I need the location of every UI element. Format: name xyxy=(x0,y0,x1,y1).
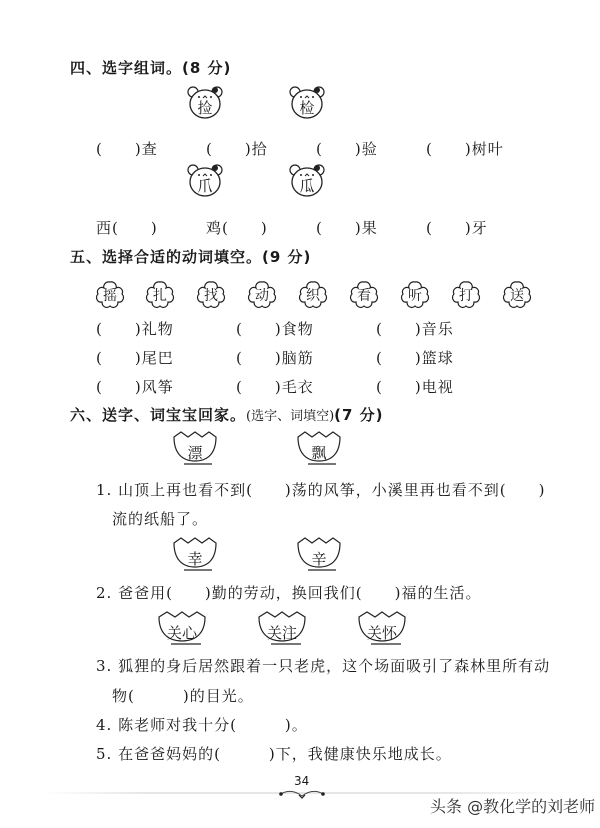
question-4[interactable]: 4. 陈老师对我十分( )。 xyxy=(96,716,308,734)
section6-title-note: (选字、词填空) xyxy=(246,409,335,424)
blank-item[interactable]: ( )毛衣 xyxy=(236,378,314,396)
option-bear-2 xyxy=(288,84,326,120)
blank-item[interactable]: ( )牙 xyxy=(426,219,488,237)
option-bear-3 xyxy=(186,162,224,198)
verb-option xyxy=(502,280,532,310)
verb-option xyxy=(196,280,226,310)
option-char: 幸 xyxy=(187,550,203,568)
section5-title: 五、选择合适的动词填空。(9 分) xyxy=(70,248,312,266)
question-5[interactable]: 5. 在爸爸妈妈的( )下，我健康快乐地成长。 xyxy=(96,745,452,763)
section4-title: 四、选字组词。(8 分) xyxy=(70,59,232,77)
verb-char: 扎 xyxy=(153,288,167,304)
option-bowl xyxy=(157,611,207,647)
page-ornament-icon xyxy=(278,786,326,800)
option-bowl xyxy=(357,611,407,647)
verb-char: 看 xyxy=(357,288,371,304)
verb-option xyxy=(349,280,379,310)
option-bowl xyxy=(296,537,342,573)
option-bear-1 xyxy=(186,84,224,120)
verb-char: 打 xyxy=(459,288,473,304)
blank-item[interactable]: 西( ) xyxy=(96,219,158,237)
verb-option xyxy=(400,280,430,310)
verb-char: 摇 xyxy=(103,288,117,304)
verb-option xyxy=(451,280,481,310)
option-char: 飘 xyxy=(311,444,327,462)
blank-item[interactable]: ( )拾 xyxy=(206,140,268,158)
verb-char: 找 xyxy=(204,288,218,304)
option-char: 瓜 xyxy=(299,177,315,195)
blank-item[interactable]: ( )篮球 xyxy=(376,349,454,367)
verb-option xyxy=(95,280,125,310)
watermark: 头条 @教化学的刘老师 xyxy=(430,797,596,816)
question-3-line1: 3. 狐狸的身后居然跟着一只老虎，这个场面吸引了森林里所有动 xyxy=(96,657,551,675)
verb-char: 动 xyxy=(255,288,269,304)
blank-item[interactable]: ( )音乐 xyxy=(376,320,454,338)
section6-title-score: (7 分) xyxy=(334,406,384,424)
verb-option xyxy=(247,280,277,310)
option-bear-4 xyxy=(288,162,326,198)
question-2[interactable]: 2. 爸爸用( )勤的劳动，换回我们( )福的生活。 xyxy=(96,584,482,602)
verb-option xyxy=(145,280,175,310)
verb-char: 听 xyxy=(408,288,422,304)
blank-item[interactable]: ( )风筝 xyxy=(96,378,174,396)
blank-item[interactable]: ( )果 xyxy=(316,219,378,237)
blank-item[interactable]: ( )树叶 xyxy=(426,140,504,158)
option-word: 关怀 xyxy=(366,624,397,642)
blank-item[interactable]: ( )尾巴 xyxy=(96,349,174,367)
blank-item[interactable]: ( )脑筋 xyxy=(236,349,314,367)
option-word: 关注 xyxy=(266,624,297,642)
option-char: 检 xyxy=(299,99,315,117)
question-3-line2[interactable]: 物( )的目光。 xyxy=(112,687,254,705)
option-char: 漂 xyxy=(187,444,203,462)
blank-item[interactable]: ( )查 xyxy=(96,140,158,158)
option-bowl xyxy=(296,431,342,467)
section6-title xyxy=(70,404,384,425)
option-char: 爪 xyxy=(197,177,213,195)
question-1-line2: 流的纸船了。 xyxy=(112,510,209,528)
option-bowl xyxy=(172,537,218,573)
option-char: 辛 xyxy=(311,550,327,568)
blank-item[interactable]: ( )食物 xyxy=(236,320,314,338)
verb-option xyxy=(298,280,328,310)
blank-item[interactable]: ( )礼物 xyxy=(96,320,174,338)
option-word: 关心 xyxy=(166,624,197,642)
option-bowl xyxy=(257,611,307,647)
section6-title-main: 六、送字、词宝宝回家。 xyxy=(70,406,247,424)
blank-item[interactable]: ( )电视 xyxy=(376,378,454,396)
option-char: 捡 xyxy=(197,99,213,117)
blank-item[interactable]: ( )验 xyxy=(316,140,378,158)
page-number: 34 xyxy=(294,774,310,788)
question-1-line1[interactable]: 1. 山顶上再也看不到( )荡的风筝，小溪里再也看不到( ) xyxy=(96,481,546,499)
verb-char: 送 xyxy=(510,288,524,304)
verb-char: 织 xyxy=(306,288,320,304)
blank-item[interactable]: 鸡( ) xyxy=(206,219,268,237)
option-bowl xyxy=(172,431,218,467)
